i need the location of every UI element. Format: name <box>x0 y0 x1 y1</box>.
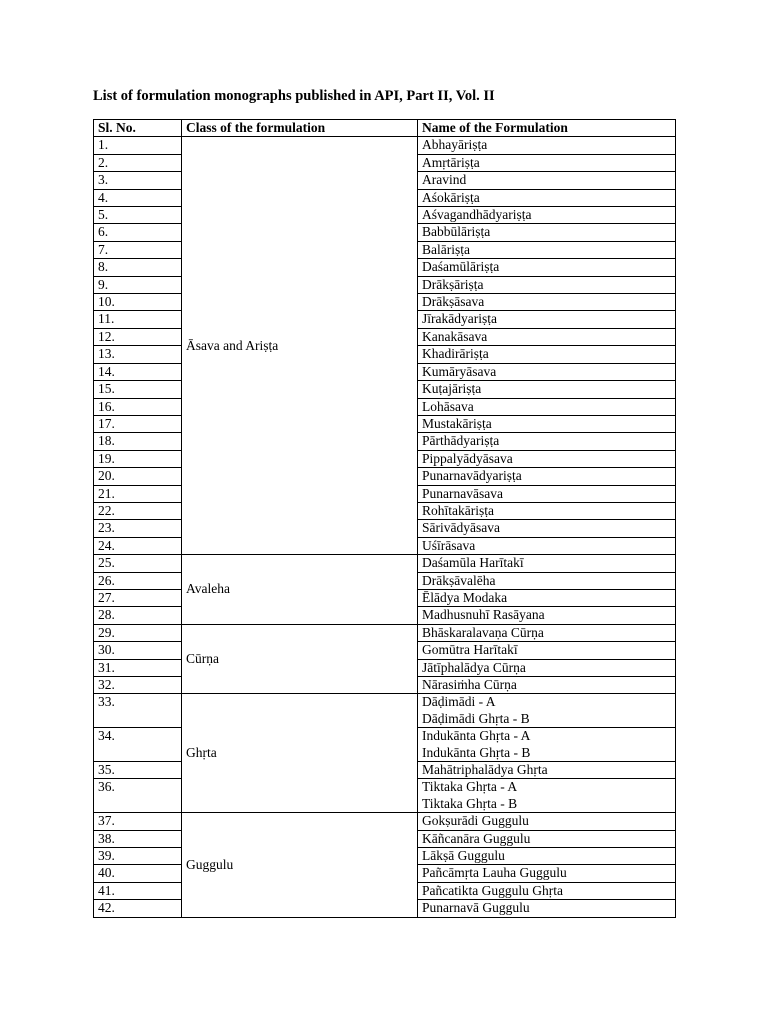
serial-number-cell: 42. <box>94 900 182 917</box>
formulation-name-cell <box>418 381 676 398</box>
formulation-name: Abhayāriṣṭa <box>422 137 488 153</box>
formulation-name: Gomūtra Harītakī <box>422 642 518 658</box>
serial-number-cell: 30. <box>94 642 182 659</box>
formulation-name-cell <box>418 328 676 345</box>
formulation-table <box>93 119 676 918</box>
formulation-name: Aśvagandhādyariṣṭa <box>422 207 532 223</box>
formulation-name-cell <box>418 207 676 224</box>
formulation-name-cell <box>418 882 676 899</box>
serial-number-cell: 40. <box>94 865 182 882</box>
serial-number-cell: 4. <box>94 189 182 206</box>
formulation-name-cell <box>418 848 676 865</box>
serial-number-cell: 9. <box>94 276 182 293</box>
serial-number-cell: 8. <box>94 259 182 276</box>
serial-number-cell: 1. <box>94 137 182 154</box>
formulation-name: Pañcāmṛta Lauha Guggulu <box>422 865 567 881</box>
serial-number-cell: 37. <box>94 813 182 830</box>
formulation-name: Balāriṣṭa <box>422 241 470 257</box>
serial-number-cell: 41. <box>94 882 182 899</box>
formulation-name-cell <box>418 363 676 380</box>
serial-number-cell: 10. <box>94 294 182 311</box>
formulation-name: Tiktaka Ghṛta - A <box>422 779 518 795</box>
table-body <box>94 137 676 917</box>
formulation-name: Kāñcanāra Guggulu <box>422 830 531 846</box>
formulation-name-cell <box>418 433 676 450</box>
formulation-name: Uśīrāsava <box>422 537 476 553</box>
table-row <box>94 555 676 572</box>
formulation-name: Bhāskaralavaṇa Cūrṇa <box>422 624 544 640</box>
serial-number-cell: 20. <box>94 468 182 485</box>
serial-number-cell: 24. <box>94 537 182 554</box>
formulation-name-cell <box>418 502 676 519</box>
formulation-class-cell: Ghṛta <box>182 694 418 813</box>
serial-number-cell: 27. <box>94 589 182 606</box>
formulation-name: Lākṣā Guggulu <box>422 848 505 864</box>
formulation-name: Madhusnuhī Rasāyana <box>422 607 545 623</box>
formulation-name: Mahātriphalādya Ghṛta <box>422 762 548 778</box>
formulation-name-cell <box>418 572 676 589</box>
formulation-name: Tiktaka Ghṛta - B <box>422 795 518 811</box>
table-header <box>94 120 676 137</box>
formulation-name-cell <box>418 694 676 728</box>
formulation-name-cell <box>418 485 676 502</box>
formulation-name: Lohāsava <box>422 398 474 414</box>
serial-number-cell: 6. <box>94 224 182 241</box>
formulation-name-cell <box>418 900 676 917</box>
formulation-name: Kanakāsava <box>422 328 488 344</box>
formulation-name-cell <box>418 311 676 328</box>
formulation-name: Kuṭajāriṣṭa <box>422 381 482 397</box>
formulation-name: Indukānta Ghṛta - B <box>422 744 531 760</box>
formulation-name-cell <box>418 259 676 276</box>
formulation-name-cell <box>418 537 676 554</box>
serial-number-cell: 2. <box>94 154 182 171</box>
serial-number-cell: 19. <box>94 450 182 467</box>
serial-number-cell: 21. <box>94 485 182 502</box>
formulation-name-cell <box>418 830 676 847</box>
formulation-name-cell <box>418 346 676 363</box>
formulation-name-cell <box>418 154 676 171</box>
serial-number-cell: 39. <box>94 848 182 865</box>
formulation-name: Gokṣurādi Guggulu <box>422 813 529 829</box>
formulation-name: Drākṣāvalēha <box>422 572 496 588</box>
serial-number-cell: 14. <box>94 363 182 380</box>
formulation-name: Khadirāriṣṭa <box>422 346 489 362</box>
formulation-name-cell <box>418 677 676 694</box>
formulation-name-cell <box>418 520 676 537</box>
table-row <box>94 813 676 830</box>
formulation-name: Daśamūla Harītakī <box>422 555 524 571</box>
formulation-class-cell: Cūrṇa <box>182 624 418 694</box>
serial-number-cell: 7. <box>94 241 182 258</box>
formulation-name-cell <box>418 276 676 293</box>
formulation-class-cell: Avaleha <box>182 555 418 625</box>
formulation-name-cell <box>418 779 676 813</box>
formulation-name: Nārasiṁha Cūrṇa <box>422 677 517 692</box>
formulation-name-cell <box>418 589 676 606</box>
formulation-name: Drākṣāriṣṭa <box>422 276 484 292</box>
formulation-name-cell <box>418 415 676 432</box>
table-row <box>94 137 676 154</box>
formulation-name: Jātīphalādya Cūrṇa <box>422 659 526 675</box>
formulation-name-cell <box>418 172 676 189</box>
formulation-name: Punarnavā Guggulu <box>422 900 530 916</box>
formulation-class-cell: Guggulu <box>182 813 418 917</box>
formulation-name: Punarnavādyariṣṭa <box>422 468 522 484</box>
serial-number-cell: 28. <box>94 607 182 624</box>
header-name: Name of the Formulation <box>418 120 676 137</box>
table-row <box>94 624 676 641</box>
serial-number-cell: 16. <box>94 398 182 415</box>
formulation-name: Jīrakādyariṣṭa <box>422 311 497 327</box>
formulation-name-cell <box>418 813 676 830</box>
formulation-name-cell <box>418 762 676 779</box>
serial-number-cell: 17. <box>94 415 182 432</box>
formulation-name-cell <box>418 659 676 676</box>
serial-number-cell: 29. <box>94 624 182 641</box>
formulation-name-cell <box>418 189 676 206</box>
header-sl-no: Sl. No. <box>94 120 182 137</box>
serial-number-cell: 5. <box>94 207 182 224</box>
header-class: Class of the formulation <box>182 120 418 137</box>
formulation-name: Drākṣāsava <box>422 294 485 310</box>
formulation-name-cell <box>418 607 676 624</box>
formulation-name-cell <box>418 398 676 415</box>
serial-number-cell: 26. <box>94 572 182 589</box>
formulation-name-cell <box>418 224 676 241</box>
formulation-name: Sārivādyāsava <box>422 520 500 536</box>
formulation-name-cell <box>418 865 676 882</box>
serial-number-cell: 38. <box>94 830 182 847</box>
document-title: List of formulation monographs published in API, Part II, Vol. II <box>93 88 495 104</box>
serial-number-cell: 32. <box>94 677 182 694</box>
formulation-name-cell <box>418 137 676 154</box>
serial-number-cell: 36. <box>94 779 182 813</box>
formulation-name-cell <box>418 624 676 641</box>
serial-number-cell: 31. <box>94 659 182 676</box>
formulation-name-cell <box>418 555 676 572</box>
formulation-name-cell <box>418 642 676 659</box>
formulation-name: Babbūlāriṣṭa <box>422 224 491 240</box>
formulation-name-cell <box>418 241 676 258</box>
header-row <box>94 120 676 137</box>
formulation-name: Kumāryāsava <box>422 363 497 379</box>
formulation-name-cell <box>418 468 676 485</box>
formulation-name: Daśamūlāriṣṭa <box>422 259 500 275</box>
formulation-name: Dāḍimādi Ghṛta - B <box>422 710 530 726</box>
formulation-name: Pippalyādyāsava <box>422 450 513 466</box>
serial-number-cell: 25. <box>94 555 182 572</box>
table-row <box>94 694 676 728</box>
serial-number-cell: 11. <box>94 311 182 328</box>
serial-number-cell: 13. <box>94 346 182 363</box>
formulation-name: Rohītakāriṣṭa <box>422 502 494 518</box>
formulation-name: Dāḍimādi - A <box>422 694 496 710</box>
formulation-name: Aravind <box>422 172 467 188</box>
formulation-name: Mustakāriṣṭa <box>422 415 492 431</box>
formulation-class-cell: Āsava and Ariṣṭa <box>182 137 418 555</box>
formulation-name: Punarnavāsava <box>422 485 503 501</box>
serial-number-cell: 33. <box>94 694 182 728</box>
serial-number-cell: 23. <box>94 520 182 537</box>
serial-number-cell: 12. <box>94 328 182 345</box>
formulation-name-cell <box>418 450 676 467</box>
serial-number-cell: 3. <box>94 172 182 189</box>
serial-number-cell: 22. <box>94 502 182 519</box>
serial-number-cell: 35. <box>94 762 182 779</box>
formulation-name: Pārthādyariṣṭa <box>422 433 500 449</box>
serial-number-cell: 34. <box>94 728 182 762</box>
formulation-name-cell <box>418 728 676 762</box>
formulation-name: Amṛtāriṣṭa <box>422 154 480 170</box>
formulation-name: Indukānta Ghṛta - A <box>422 728 531 744</box>
serial-number-cell: 15. <box>94 381 182 398</box>
formulation-name: Aśokāriṣṭa <box>422 189 480 205</box>
serial-number-cell: 18. <box>94 433 182 450</box>
formulation-name-cell <box>418 294 676 311</box>
formulation-name: Pañcatikta Guggulu Ghṛta <box>422 882 563 898</box>
formulation-name: Ēlādya Modaka <box>422 589 508 605</box>
